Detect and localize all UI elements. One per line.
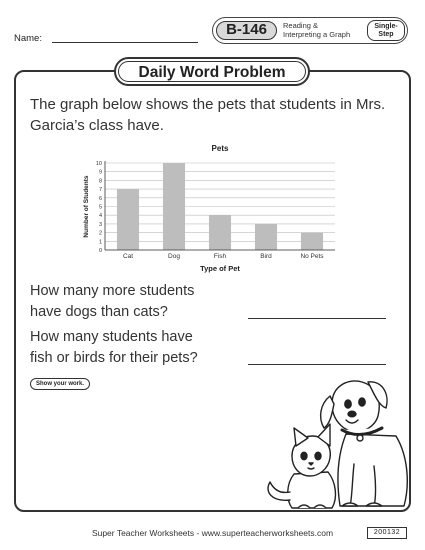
answer-1-line[interactable] [248, 318, 386, 319]
dog-nose [348, 411, 356, 417]
y-axis-label: Number of Students [83, 175, 90, 238]
y-tick-label: 0 [98, 248, 102, 254]
worksheet-code: B-146 [216, 21, 277, 40]
show-work-badge: Show your work. [30, 378, 90, 390]
question-2 [30, 327, 198, 369]
topic-line-2: Interpreting a Graph [283, 30, 351, 39]
bar-no-pets [301, 233, 323, 250]
bar-cat [117, 189, 139, 250]
y-tick-label: 4 [98, 213, 102, 220]
cat-body [288, 472, 336, 508]
cat-eye [301, 452, 307, 460]
question-1-line-2: have dogs than cats? [30, 304, 168, 320]
dog-eye [345, 400, 351, 408]
title-badge [114, 57, 310, 86]
name-label: Name: [14, 33, 42, 44]
step-line-2: Step [378, 31, 394, 38]
name-input-line[interactable] [52, 42, 198, 43]
footer-text: Super Teacher Worksheets - www.superteacherworksheets.com [91, 528, 334, 538]
footer-code: 200132 [367, 527, 407, 539]
dog-tag [357, 435, 363, 441]
y-tick-label: 1 [98, 239, 102, 246]
x-tick-label: No Pets [300, 253, 324, 260]
y-tick-label: 2 [98, 230, 102, 237]
dog-leg-2 [374, 466, 376, 506]
dog-and-cat-illustration [258, 374, 418, 514]
dog-ear [321, 396, 334, 428]
step-badge [367, 20, 405, 41]
y-tick-label: 8 [98, 178, 102, 185]
worksheet-topic [283, 21, 350, 39]
y-tick-label: 3 [98, 221, 102, 228]
question-1-line-1: How many more students [30, 283, 195, 299]
cat-eye-2 [315, 452, 321, 460]
x-tick-label: Fish [213, 253, 227, 260]
problem-intro: The graph below shows the pets that students in Mrs. Garcia’s class have. [30, 96, 386, 134]
dog-eye-2 [359, 398, 365, 406]
x-tick-label: Dog [168, 253, 180, 260]
y-tick-label: 5 [98, 204, 102, 211]
chart-title: Pets [211, 144, 229, 153]
topic-line-1: Reading & [283, 21, 319, 30]
bar-dog [163, 163, 185, 250]
cat-mouth [308, 468, 314, 469]
bar-fish [209, 215, 231, 250]
step-line-1: Single- [374, 22, 398, 30]
dog-body [338, 434, 407, 506]
cat-tail [268, 482, 290, 500]
page-title: Daily Word Problem [118, 61, 306, 82]
x-tick-label: Cat [122, 253, 134, 260]
y-tick-label: 6 [98, 195, 102, 202]
question-1 [30, 281, 194, 323]
answer-2-line[interactable] [248, 364, 386, 365]
y-tick-label: 7 [98, 187, 102, 194]
worksheet-badge [212, 17, 408, 44]
x-axis-label: Type of Pet [200, 264, 240, 273]
x-tick-label: Bird [260, 253, 272, 260]
question-2-line-1: How many students have [30, 329, 193, 345]
question-2-line-2: fish or birds for their pets? [30, 350, 198, 366]
y-tick-label: 9 [98, 169, 102, 176]
y-tick-label: 10 [95, 161, 102, 167]
bar-bird [255, 224, 277, 250]
pets-bar-chart [80, 138, 350, 276]
